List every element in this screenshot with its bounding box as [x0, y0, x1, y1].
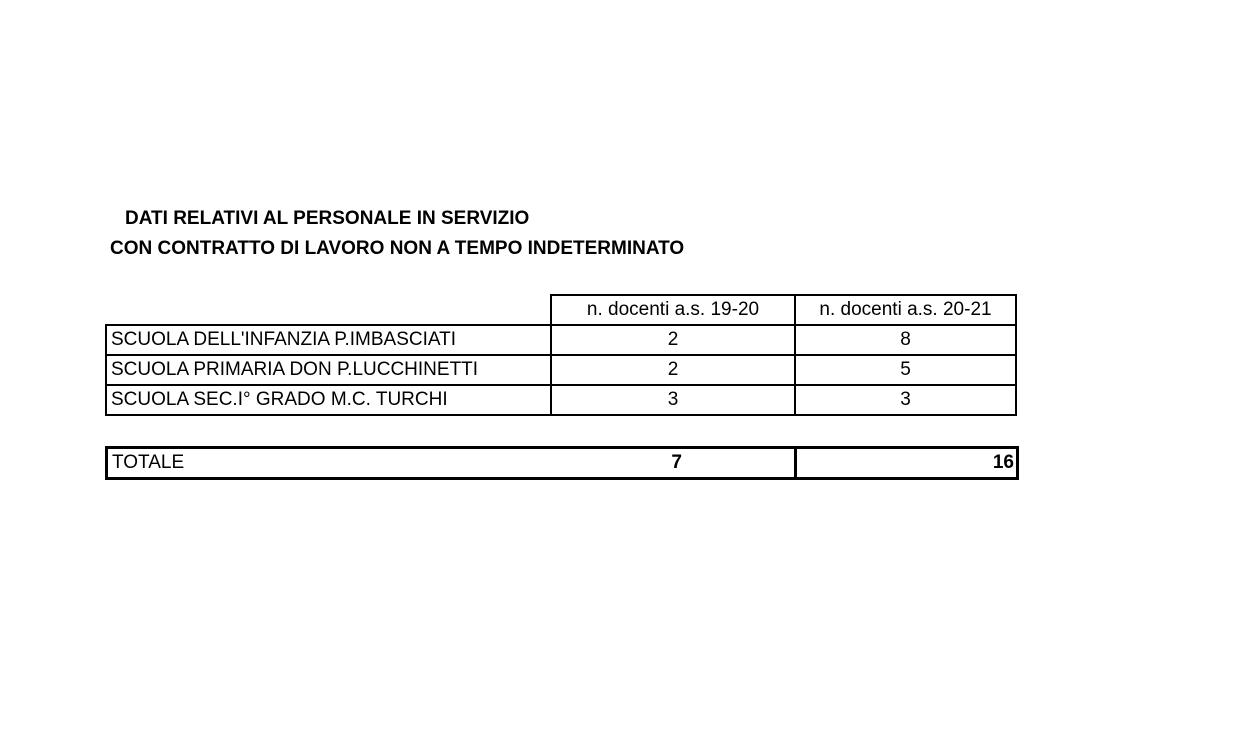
- school-name: SCUOLA PRIMARIA DON P.LUCCHINETTI: [106, 355, 551, 385]
- school-name: SCUOLA DELL'INFANZIA P.IMBASCIATI: [106, 325, 551, 355]
- total-value-20-21: 16: [796, 448, 1018, 479]
- table-row: [106, 385, 1016, 415]
- header-year-20-21: n. docenti a.s. 20-21: [795, 295, 1016, 325]
- total-label: TOTALE: [107, 448, 552, 479]
- table-row: [106, 355, 1016, 385]
- value-20-21: 8: [795, 325, 1016, 355]
- value-19-20: 3: [551, 385, 795, 415]
- value-20-21: 5: [795, 355, 1016, 385]
- school-name: SCUOLA SEC.I° GRADO M.C. TURCHI: [106, 385, 551, 415]
- header-empty-cell: [106, 295, 551, 325]
- document-title-line-2: CON CONTRATTO DI LAVORO NON A TEMPO INDETERMINATO: [110, 238, 685, 259]
- total-value-19-20: 7: [552, 448, 796, 479]
- table-row: [106, 325, 1016, 355]
- document-title-line-1: DATI RELATIVI AL PERSONALE IN SERVIZIO: [125, 208, 530, 229]
- total-table: [105, 446, 1019, 480]
- staff-table: [105, 294, 1017, 416]
- value-19-20: 2: [551, 325, 795, 355]
- header-year-19-20: n. docenti a.s. 19-20: [551, 295, 795, 325]
- value-19-20: 2: [551, 355, 795, 385]
- total-row: [107, 448, 1018, 479]
- value-20-21: 3: [795, 385, 1016, 415]
- table-header-row: [106, 295, 1016, 325]
